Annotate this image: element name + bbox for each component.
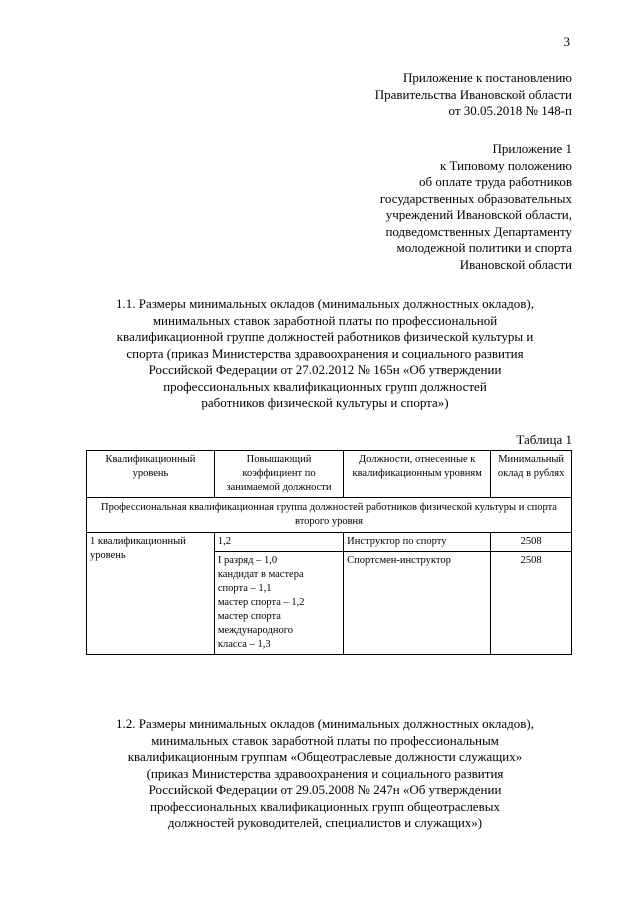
section-2-line: Российской Федерации от 29.05.2008 № 247н «Об утверждении: [148, 782, 502, 797]
section-1-line: спорта (приказ Министерства здравоохранения и социального развития: [126, 345, 524, 361]
coefficient-cell: 1,2: [214, 533, 343, 552]
section-2-line: профессиональных квалификационных групп общеотраслевых: [150, 798, 500, 814]
section-1-line: квалификационной группе должностей работников физической культуры и: [116, 329, 534, 344]
section-1-line: Российской Федерации от 27.02.2012 № 165н «Об утверждении: [148, 362, 502, 377]
section-2-line: должностей руководителей, специалистов и служащих»): [167, 815, 483, 830]
appendix-line: учреждений Ивановской области,: [385, 207, 572, 222]
coefficient-line: кандидат в мастера: [217, 569, 304, 580]
position-cell: Спортсмен-инструктор: [344, 552, 491, 655]
appendix-line: об оплате труда работников: [418, 174, 572, 189]
header-qualification-level: Квалификационный уровень: [87, 451, 215, 498]
section-1-line: профессиональных квалификационных групп должностей: [163, 378, 487, 394]
coefficient-cell: [214, 552, 343, 655]
header-line: Приложение к постановлению: [402, 70, 572, 85]
group-row: [87, 498, 572, 533]
appendix-line: подведомственных Департаменту: [385, 223, 572, 239]
table-row: [87, 533, 572, 552]
appendix-line: к Типовому положению: [439, 157, 572, 173]
section-2-line: (приказ Министерства здравоохранения и социального развития: [146, 765, 504, 781]
section-1-line: 1.1. Размеры минимальных окладов (минимальных должностных окладов),: [115, 296, 535, 311]
section-2-heading: [70, 716, 580, 832]
section-2-line: 1.2. Размеры минимальных окладов (минимальных должностных окладов),: [115, 716, 535, 731]
table-caption: Таблица 1: [516, 432, 572, 447]
coefficient-line: I разряд – 1,0: [217, 555, 278, 566]
section-2-line: минимальных ставок заработной платы по профессиональным: [151, 732, 499, 748]
salary-cell: 2508: [491, 533, 572, 552]
coefficient-line: международного: [217, 625, 293, 636]
section-1-line: работников физической культуры и спорта»): [201, 395, 449, 410]
appendix-line: Приложение 1: [492, 141, 572, 156]
header-coefficient: Повышающий коэффициент по занимаемой должности: [214, 451, 343, 498]
salary-cell: 2508: [491, 552, 572, 655]
coefficient-line: мастер спорта: [217, 611, 281, 622]
page-number: 3: [563, 34, 570, 49]
header-line: от 30.05.2018 № 148-п: [448, 103, 572, 118]
qualification-level-cell: 1 квалификационный уровень: [87, 533, 215, 655]
group-title: Профессиональная квалификационная группа должностей работников физической культуры и спорта второго уровня: [87, 498, 572, 533]
section-1-line: минимальных ставок заработной платы по профессиональной: [152, 312, 498, 328]
header-line: Правительства Ивановской области: [374, 86, 572, 102]
section-1-heading: [70, 296, 580, 412]
section-2-line: квалификационным группам «Общеотраслевые должности служащих»: [127, 749, 523, 764]
salary-table: [86, 450, 572, 655]
resolution-reference: [375, 70, 572, 120]
appendix-reference: [380, 141, 572, 273]
header-min-salary: Минимальный оклад в рублях: [491, 451, 572, 498]
coefficient-line: мастер спорта – 1,2: [217, 597, 305, 608]
appendix-line: Ивановской области: [459, 256, 572, 272]
coefficient-line: класса – 1,3: [217, 639, 271, 650]
position-cell: Инструктор по спорту: [344, 533, 491, 552]
header-positions: Должности, отнесенные к квалификационным уровням: [344, 451, 491, 498]
appendix-line: государственных образовательных: [379, 190, 572, 206]
table-header-row: [87, 451, 572, 498]
coefficient-line: спорта – 1,1: [217, 583, 272, 594]
appendix-line: молодежной политики и спорта: [396, 240, 572, 255]
